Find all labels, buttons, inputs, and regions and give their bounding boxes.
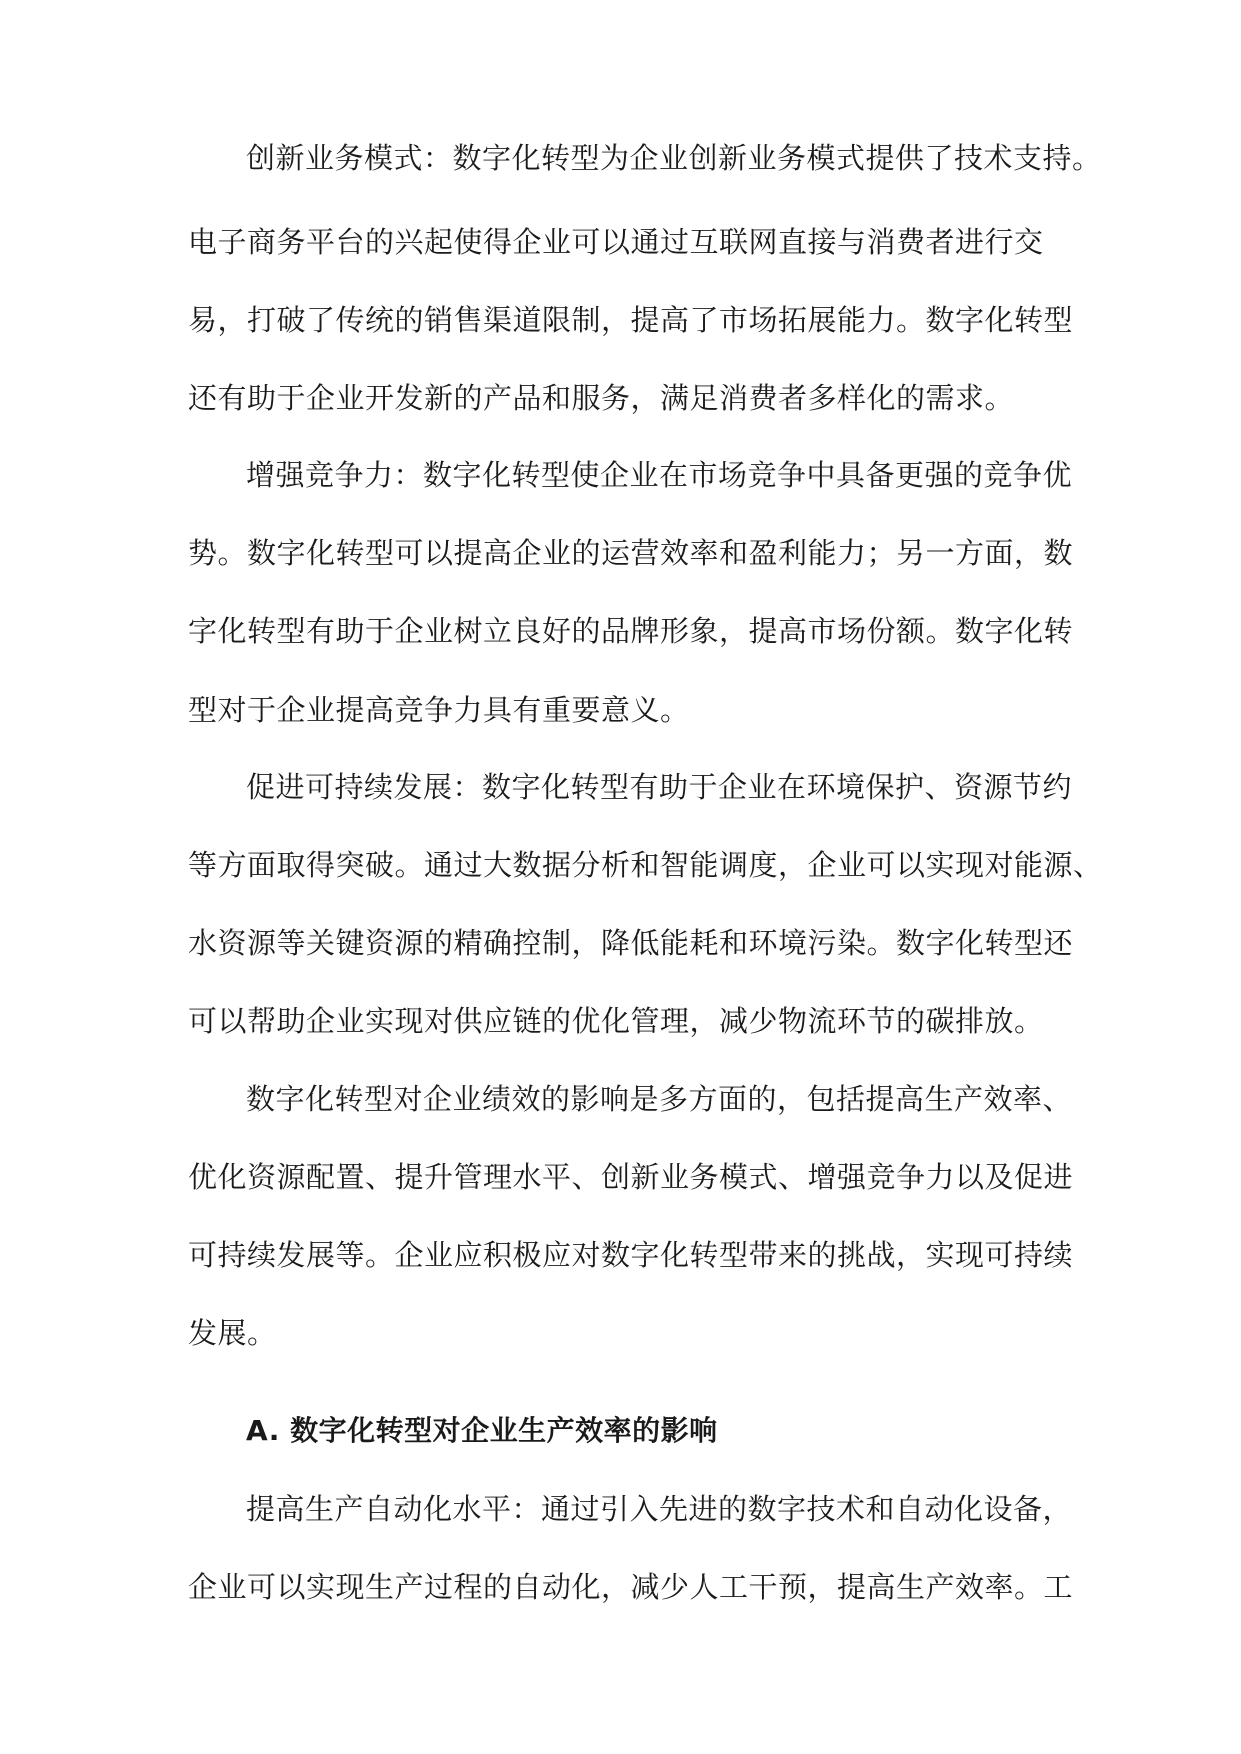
paragraph-5-line-1: 提高生产自动化水平：通过引入先进的数字技术和自动化设备， [246,1492,1073,1526]
section-heading: A. 数字化转型对企业生产效率的影响 [246,1414,718,1447]
paragraph-2-line-2: 势。数字化转型可以提高企业的运营效率和盈利能力；另一方面，数 [188,536,1074,570]
paragraph-2-line-4: 型对于企业提高竞争力具有重要意义。 [188,693,690,727]
paragraph-2-line-3: 字化转型有助于企业树立良好的品牌形象，提高市场份额。数字化转 [188,614,1074,648]
paragraph-4-line-1: 数字化转型对企业绩效的影响是多方面的，包括提高生产效率、 [246,1082,1073,1116]
paragraph-4-line-2: 优化资源配置、提升管理水平、创新业务模式、增强竞争力以及促进 [188,1160,1074,1194]
paragraph-4-line-3: 可持续发展等。企业应积极应对数字化转型带来的挑战，实现可持续 [188,1238,1074,1272]
paragraph-1-line-4: 还有助于企业开发新的产品和服务，满足消费者多样化的需求。 [188,381,1015,415]
paragraph-3-line-4: 可以帮助企业实现对供应链的优化管理，减少物流环节的碳排放。 [188,1004,1044,1038]
paragraph-3-line-1: 促进可持续发展：数字化转型有助于企业在环境保护、资源节约 [246,770,1073,804]
paragraph-5-line-2: 企业可以实现生产过程的自动化，减少人工干预，提高生产效率。工 [188,1570,1074,1604]
paragraph-2-line-1: 增强竞争力：数字化转型使企业在市场竞争中具备更强的竞争优 [246,458,1073,492]
paragraph-1-line-2: 电子商务平台的兴起使得企业可以通过互联网直接与消费者进行交 [188,225,1044,259]
paragraph-1-line-1: 创新业务模式：数字化转型为企业创新业务模式提供了技术支持。 [246,141,1102,175]
paragraph-3-line-3: 水资源等关键资源的精确控制，降低能耗和环境污染。数字化转型还 [188,926,1074,960]
paragraph-3-line-2: 等方面取得突破。通过大数据分析和智能调度，企业可以实现对能源、 [188,848,1103,882]
paragraph-4-line-4: 发展。 [188,1316,277,1350]
paragraph-1-line-3: 易，打破了传统的销售渠道限制，提高了市场拓展能力。数字化转型 [188,303,1074,337]
